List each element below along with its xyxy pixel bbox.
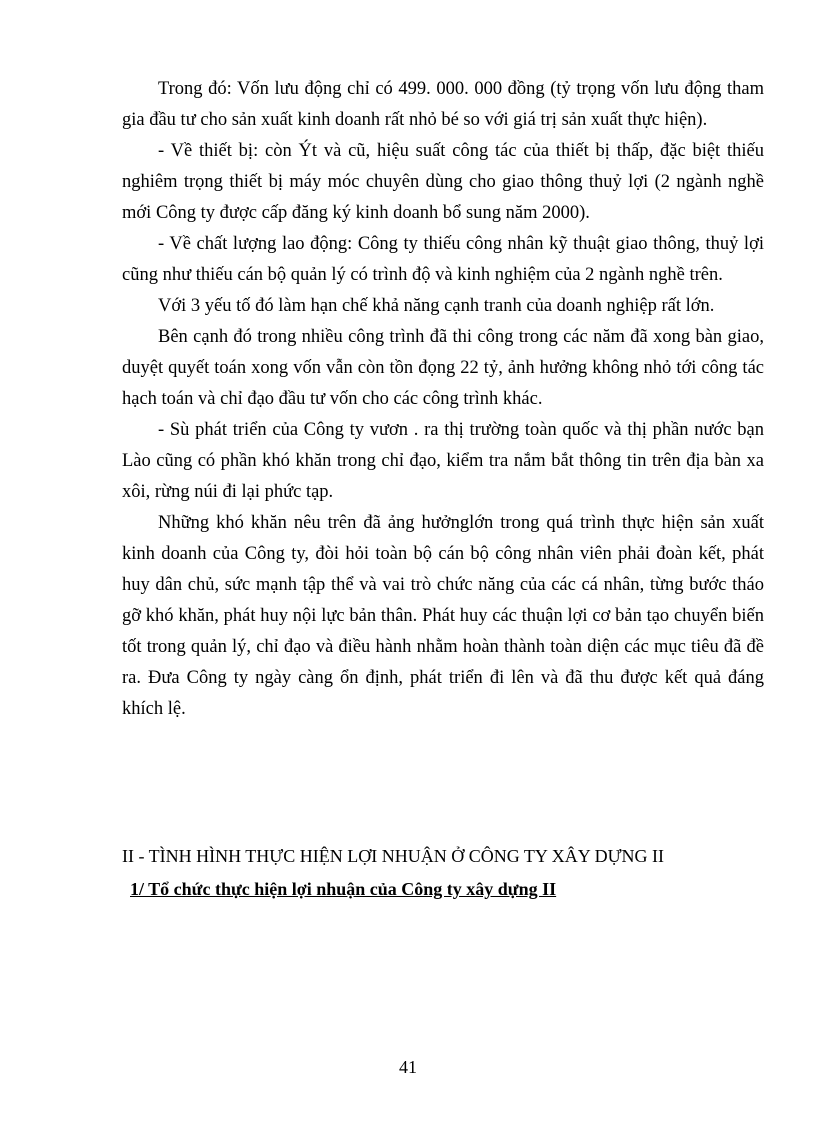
- paragraph-equipment: - Về thiết bị: còn Ýt và cũ, hiệu suất công tác của thiết bị thấp, đặc biệt thiếu nghiêm trọng thiết bị máy móc chuyên dùng cho giao thông thuỷ lợi (2 ngành nghề mới Công ty được cấp đăng ký kinh doanh bổ sung năm 2000).: [122, 141, 764, 223]
- section-heading: II - TÌNH HÌNH THỰC HIỆN LỢI NHUẬN Ở CÔNG TY XÂY DỰNG II: [122, 846, 665, 866]
- page-number: 41: [399, 1057, 417, 1077]
- paragraph-working-capital: Trong đó: Vốn lưu động chỉ có 499. 000. 000 đồng (tỷ trọng vốn lưu động tham gia đầu tư cho sản xuất kinh doanh rất nhỏ bé so với giá trị sản xuất thực hiện).: [122, 79, 764, 130]
- subsection-heading: 1/ Tổ chức thực hiện lợi nhuận của Công ty xây dựng II: [130, 879, 557, 899]
- body-text: [122, 74, 764, 725]
- paragraph-difficulties: Những khó khăn nêu trên đã ảng hưởnglớn trong quá trình thực hiện sản xuất kinh doanh của Công ty, đòi hỏi toàn bộ cán bộ công nhân viên phải đoàn kết, phát huy dân chủ, sức mạnh tập thể và vai trò chức năng của các cá nhân, từng bước tháo gỡ khó khăn, phát huy nội lực bản thân. Phát huy các thuận lợi cơ bản tạo chuyển biến tốt trong quản lý, chỉ đạo và điều hành nhằm hoàn thành toàn diện các mục tiêu đã đề ra. Đưa Công ty ngày càng ổn định, phát triển đi lên và đã thu được kết quả đáng khích lệ.: [122, 513, 764, 719]
- paragraph-competitiveness: Với 3 yếu tố đó làm hạn chế khả năng cạnh tranh của doanh nghiệp rất lớn.: [158, 296, 715, 316]
- paragraph-market-expansion: - Sù phát triển của Công ty vươn . ra thị trường toàn quốc và thị phần nước bạn Lào cũng có phần khó khăn trong chỉ đạo, kiểm tra nắm bắt thông tin trên địa bàn xa xôi, rừng núi đi lại phức tạp.: [122, 420, 764, 502]
- paragraph-outstanding-capital: Bên cạnh đó trong nhiều công trình đã thi công trong các năm đã xong bàn giao, duyệt quyết toán xong vốn vẫn còn tồn đọng 22 tỷ, ảnh hưởng không nhỏ tới công tác hạch toán và chỉ đạo đầu tư vốn cho các công trình khác.: [122, 327, 764, 409]
- paragraph-labor-quality: - Về chất lượng lao động: Công ty thiếu công nhân kỹ thuật giao thông, thuỷ lợi cũng như thiếu cán bộ quản lý có trình độ và kinh nghiệm của 2 ngành nghề trên.: [122, 234, 764, 285]
